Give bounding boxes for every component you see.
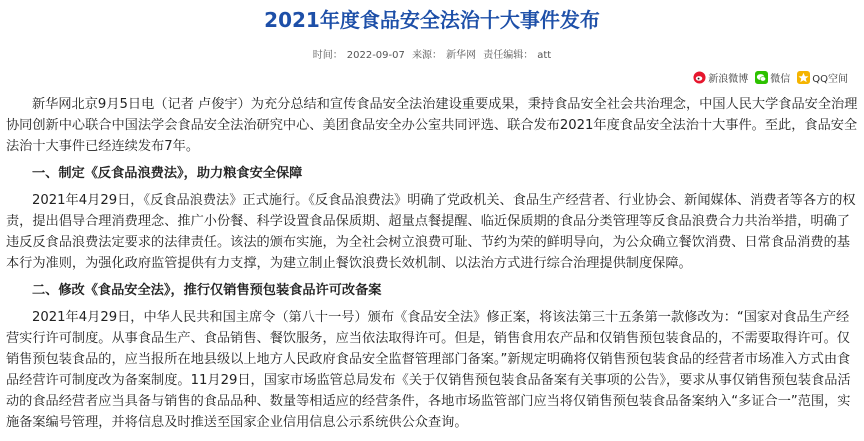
share-weibo-label: 新浪微博 (708, 74, 749, 85)
source-name: 新华网 (446, 50, 477, 61)
intro-paragraph: 新华网北京9月5日电（记者 卢俊宇）为充分总结和宣传食品安全法治建设重要成果，秉持食品安全社会共治理念，中国人民大学食品安全治理协同创新中心联合中国法学会食品安全法治研究中心、美团食品安全办公室共同评选、联合发布2021年度食品安全法治十大事件。至此，食品安全法治十大事件已经连续发布7年。 (6, 97, 858, 154)
time-label: 时间： (312, 50, 343, 61)
wechat-icon (755, 71, 768, 84)
weibo-icon (693, 71, 706, 84)
share-qzone-button[interactable] (797, 70, 848, 85)
section-paragraph-1: 2021年4月29日，《反食品浪费法》正式施行。《反食品浪费法》明确了党政机关、食品生产经营者、行业协会、新闻媒体、消费者等各方的权责，提出倡导合理消费理念、推广小份餐、科学设置食品保质期、超量点餐提醒、临近保质期的食品分类管理等反食品浪费合力共治举措，明确了违反反食品浪费法定要求的法律责任。该法的颁布实施，为全社会树立浪费可耻、节约为荣的鲜明导向，为公众确立餐饮消费、日常食品消费的基本行为准则，为强化政府监管提供有力支撑，为建立制止餐饮浪费长效机制、以法治方式进行综合治理提供制度保障。 (6, 193, 856, 271)
publish-time: 2022-09-07 (346, 50, 405, 61)
article-body (6, 94, 858, 435)
share-wechat-label: 微信 (770, 74, 791, 85)
share-qzone-label: QQ空间 (812, 74, 848, 85)
qzone-icon (797, 71, 810, 84)
article-title: 2021年度食品安全法治十大事件发布 (264, 8, 600, 32)
share-bar (689, 70, 848, 85)
editor-name: att (537, 50, 552, 61)
section-heading-2: 二、修改《食品安全法》，推行仅销售预包装食品许可改备案 (32, 283, 382, 298)
section-paragraph-2: 2021年4月29日，中华人民共和国主席令（第八十一号）颁布《食品安全法》修正案，将该法第三十五条第一款修改为：“国家对食品生产经营实行许可制度。从事食品生产、食品销售、餐饮服务，应当依法取得许可。但是，销售食用农产品和仅销售预包装食品的，不需要取得许可。仅销售预包装食品的，应当报所在地县级以上地方人民政府食品安全监督管理部门备案。”新规定明确将仅销售预包装食品的经营者市场准入方式由食品经营许可制度改为备案制度。11月29日，国家市场监管总局发布《关于仅销售预包装食品备案有关事项的公告》，要求从事仅销售预包装食品活动的食品经营者应当具备与销售的食品品种、数量等相适应的经营条件，各地市场监管部门应当将仅销售预包装食品备案纳入“多证合一”范围，实施备案编号管理，并将信息及时推送至国家企业信用信息公示系统供公众查询。 (6, 310, 851, 430)
editor-label: 责任编辑： (483, 50, 534, 61)
section-heading-1: 一、制定《反食品浪费法》，助力粮食安全保障 (32, 166, 303, 181)
source-label: 来源： (412, 50, 443, 61)
share-wechat-button[interactable] (755, 70, 790, 85)
article-meta (0, 46, 864, 61)
share-weibo-button[interactable] (693, 70, 748, 85)
